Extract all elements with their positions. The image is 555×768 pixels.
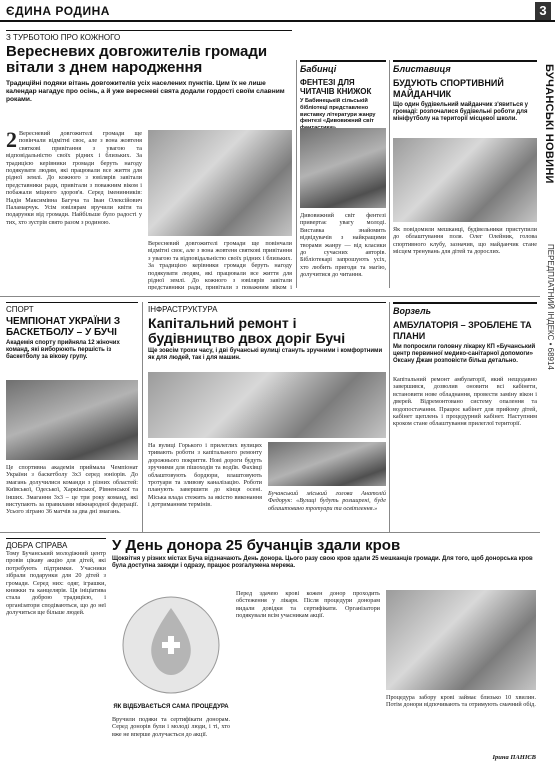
rubric: Ворзель <box>393 302 537 318</box>
article-body <box>393 226 537 288</box>
article-text: Вересневий довгожителі громади ще повінчали відмітні своє, але з вона жовтеня святкові привітання з увагою та відповідальністю своїх рідних і близьких. За традицією керівники громади беруть нагоду подякувати людям, які працювали все життя для рідної землі. До кожного з ювілярів завітали представники ради, привітали з поважним віком і побажали міцного здоров'я. Серед іменинників: Надія Максимівна Багуча та Іван Олексійович Паламарчук. Усім ювілярам вручили квіти та подарунки від громади. Найбільше було радості у тих, хто зустрів свято разом з родиною. <box>6 130 142 226</box>
article-body <box>393 376 537 530</box>
article-text: Перед здачею крові кожен донор проходить обстеження у лікаря. Після процедури донорам видали довідки та сертифікати. Організатори подякували всім учасникам акції. <box>236 590 380 620</box>
divider <box>0 296 540 297</box>
article-birthday <box>6 30 292 103</box>
article-title: ЧЕМПІОНАТ УКРАЇНИ З БАСКЕТБОЛУ – У БУЧІ <box>6 316 121 338</box>
caption-text: Бучанський міський голова Анатолій Федорук: «Вулиці будуть розширені, буде облаштовано тротуари та освітлення.» <box>268 490 386 512</box>
rubric: Бабинці <box>300 60 386 76</box>
photo-stadium <box>393 138 537 222</box>
article-title: Вересневих довгожителів громади вітали з днем народження <box>6 43 268 76</box>
article-ambulatory <box>393 302 537 365</box>
divider <box>389 302 390 532</box>
article-donor <box>112 538 540 570</box>
photo-road <box>148 372 386 438</box>
article-body <box>6 130 142 290</box>
article-body <box>6 550 106 760</box>
article-text: Вручили подяки та сертифікати донорам. Серед донорів були і молоді люди, і ті, хто вже не вперше долучається до акції. <box>112 716 230 738</box>
rubric: ІНФРАСТРУКТУРА <box>148 302 386 314</box>
article-text: На вулиці Горького і прилеглих вулицях тривають роботи з капітального ремонту дорожнього покриття. Нові дороги будуть зручними для пішоходів та водіїв. Фахівці облаштовують бордюри, влаштовують тротуари та зливову каналізацію. Роботи планують завершити до кінця осені. Міська влада стежить за якістю виконання і дотриманням термінів. <box>148 442 262 509</box>
article-title: БУДУЮТЬ СПОРТИВНИЙ МАЙДАНЧИК <box>393 78 504 99</box>
article-body <box>236 590 380 764</box>
article-text: Дивовижний світ фентезі привертає увагу молоді. Виставка знайомить відвідувачів з найкращими творами жанру — від класики до сучасних авторів. Бібліотекарі запрошують усіх, хто любить пригоди та магію, долучитися до читання. <box>300 212 386 279</box>
photo-sport <box>6 380 138 460</box>
rubric: ДОБРА СПРАВА <box>6 538 106 550</box>
article-text: Як повідомили мешканці, будівельники приступили до облаштування поля. Олег Олейник, голова спортивного клубу, зазначив, що майданчик стане місцем тренувань для дітей та дорослих. <box>393 226 537 256</box>
article-body <box>386 694 536 754</box>
article-lead: Традиційні подяки вітань довгожителів усіх населених пунктів. Цим їх не лише календар нагадує про осінь, а й уже вересневі свята додали гордості своїм славним роками. <box>6 80 285 103</box>
article-sport <box>6 302 138 361</box>
article-text: Це спортивна академія приймала Чемпіонат України з баскетболу 3х3 серед юніорів. До змагань долучилися команди з різних областей: Київської, Одеської, Харківської, Рівненської та інших. Змагання 3х3 – це три року команд, які виступають за правилами міжнародної федерації. Усього зіграно 36 матчів за два дні змагань. <box>6 464 138 516</box>
rubric: Блиставиця <box>393 60 537 76</box>
article-stadium <box>393 60 537 123</box>
article-title: АМБУЛАТОРІЯ – ЗРОБЛЕНЕ ТА ПЛАНИ <box>393 320 532 341</box>
divider <box>296 60 297 288</box>
photo-caption <box>268 490 386 530</box>
article-text: Капітальний ремонт амбулаторії, який нещодавно завершився, дозволив оновити всі кабінети, встановити нове обладнання, провести заміну вікон і дверей. Відремонтовано систему опалення та водопостачання. Працює кабінет для прийому дітей, кабінет щеплень і процедурний кабінет. Наступним кроком стане облаштування прилеглої території. <box>393 376 537 428</box>
article-title: ФЕНТЕЗІ ДЛЯ ЧИТАЧІВ КНИЖОК <box>300 78 372 96</box>
article-title: У День донора 25 бучанців здали кров <box>112 537 401 554</box>
article-lead: Щоквітня у різних містах Буча відзначають День донора. Цього разу свою кров здали 25 мешканців громади. Для того, щоб донорська кров була доступна завжди і одразу, працює розгалужена мережа. <box>112 556 533 569</box>
newspaper-info: ПЕРЕДПЛАТНИЙ ІНДЕКС • 68914 <box>546 244 555 370</box>
photo-birthday <box>148 130 292 236</box>
newspaper-title: БУЧАНСЬКІ НОВИНИ <box>543 64 555 184</box>
dropcap: 2 <box>6 130 17 152</box>
article-lead: У Бабинецькій сільській бібліотеці представлено виставку літератури жанру фентезі «Дивовижний світ <box>300 98 376 125</box>
article-lead: Академія спорту прийняла 12 жіночих команд, які виборюють першість із баскетболу за вікову групу. <box>6 340 120 360</box>
article-lead: Ще зовсім трохи часу, і дві бучанські вулиці стануть зручними і комфортними як для людей, так і для машин. <box>148 348 383 361</box>
donor-graphic <box>112 590 230 700</box>
article-body <box>148 442 262 530</box>
rubric: СПОРТ <box>6 302 138 314</box>
divider <box>0 532 540 533</box>
article-child <box>6 538 106 550</box>
article-body <box>112 716 230 764</box>
article-text: Вересневий довгожителі громади ще повінчали відмітні своє, але з вона жовтеня святкові привітання з увагою та відповідальністю своїх рідних і близьких. За традицією керівники громади беруть нагоду подякувати людям, які працювали все життя для рідної землі. До кожного з ювілярів завітали представники ради, привітали з поважним віком і <box>148 240 292 290</box>
article-title: Капітальний ремонт і будівництво двох доріг Бучі <box>148 315 346 346</box>
divider <box>389 60 390 288</box>
page-header <box>0 0 555 22</box>
article-library <box>300 60 386 132</box>
article-infra <box>148 302 386 362</box>
author: Ірина ПАНІЄВ <box>492 754 536 761</box>
rubric: З ТУРБОТОЮ ПРО КОЖНОГО <box>6 30 292 42</box>
side-strip <box>541 24 555 744</box>
photo-mayor <box>268 442 386 486</box>
article-text: Тому Бучанський молодіжний центр провів цікаву акцію для дітей, які потребують підтримки. Учасники зібрали подарунки для 20 дітей з громади. Серед них: одяг, іграшки, книжки та канцелярія. Ця ініціатива стала доброю традицією, і організатори сподіваються, що до неї долучиться ще більше людей. <box>6 550 106 617</box>
divider <box>142 302 143 532</box>
section-title: ЄДИНА РОДИНА <box>6 4 110 18</box>
subhead: ЯК ВІДБУВАЄТЬСЯ САМА ПРОЦЕДУРА <box>113 704 229 710</box>
article-text: Процедура забору крові займає близько 10 хвилин. Потім донори відпочивають та отримують смачний обід. <box>386 694 536 709</box>
photo-donor <box>386 590 536 690</box>
blood-drop-icon <box>112 590 230 700</box>
article-body <box>300 212 386 290</box>
article-body <box>6 464 138 530</box>
page-number: 3 <box>535 2 551 20</box>
article-lead: Ми попросили головну лікарку КП «Бучанський центр первинної медико-санітарної допомоги» Оксану Джам розповісти більш детально. <box>393 344 536 364</box>
photo-library <box>300 128 386 208</box>
article-lead: Що один будівельний майданчик з'явиться у громаді: розпочалися будівельні роботи для мініфутболу на території місцевої школи. <box>393 102 528 122</box>
article-body-cont <box>148 240 292 290</box>
